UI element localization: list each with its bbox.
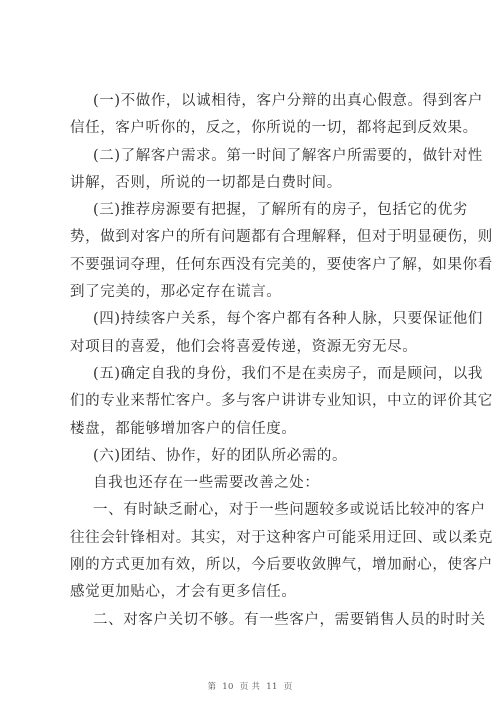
paragraph-line: (三)推荐房源要有把握，了解所有的房子，包括它的优劣 xyxy=(93,202,468,218)
page-footer xyxy=(0,681,500,693)
paragraph-line: 楼盘，都能够增加客户的信任度。 xyxy=(70,421,297,437)
paragraph-line: 不要强词夺理，任何东西没有完美的，要使客户了解，如果你看 xyxy=(70,257,493,273)
paragraph-line: 讲解，否则，所说的一切都是白费时间。 xyxy=(70,175,342,191)
paragraph-line: 一、有时缺乏耐心，对于一些问题较多或说话比较冲的客户 xyxy=(93,502,486,518)
footer-suffix: 页 xyxy=(283,682,293,692)
paragraph-line: 自我也还存在一些需要改善之处： xyxy=(93,475,320,491)
total-pages: 11 xyxy=(266,682,278,692)
paragraph-line: (四)持续客户关系，每个客户都有各种人脉，只要保证他们 xyxy=(93,311,484,327)
paragraph-line: 二、对客户关切不够。有一些客户，需要销售人员的时时关 xyxy=(93,612,486,628)
footer-middle: 页 共 xyxy=(239,682,261,692)
footer-prefix: 第 xyxy=(207,682,217,692)
paragraph-line: (一)不做作，以诚相待，客户分辩的出真心假意。得到客户 xyxy=(93,93,484,109)
paragraph-line: 势，做到对客户的所有问题都有合理解释，但对于明显硬伤，则 xyxy=(70,229,493,245)
paragraph-line: 刚的方式更加有效，所以，今后要收敛脾气，增加耐心，使客户 xyxy=(70,557,493,573)
paragraph-line: (五)确定自我的身份，我们不是在卖房子，而是顾问，以我 xyxy=(93,366,484,382)
paragraph-line: 信任，客户听你的，反之，你所说的一切，都将起到反效果。 xyxy=(70,120,478,136)
paragraph-line: 往往会针锋相对。其实，对于这种客户可能采用迂回、或以柔克 xyxy=(70,530,493,546)
page-number: 10 xyxy=(222,682,234,692)
paragraph-line: 对项目的喜爱，他们会将喜爱传递，资源无穷无尽。 xyxy=(70,339,418,355)
paragraph-line: 感觉更加贴心，才会有更多信任。 xyxy=(70,584,297,600)
paragraph-line: 到了完美的，那必定存在谎言。 xyxy=(70,284,282,300)
paragraph-line: (二)了解客户需求。第一时间了解客户所需要的，做针对性 xyxy=(93,148,484,164)
paragraph-line: (六)团结、协作，好的团队所必需的。 xyxy=(93,448,348,464)
paragraph-line: 们的专业来帮忙客户。多与客户讲讲专业知识，中立的评价其它 xyxy=(70,393,493,409)
